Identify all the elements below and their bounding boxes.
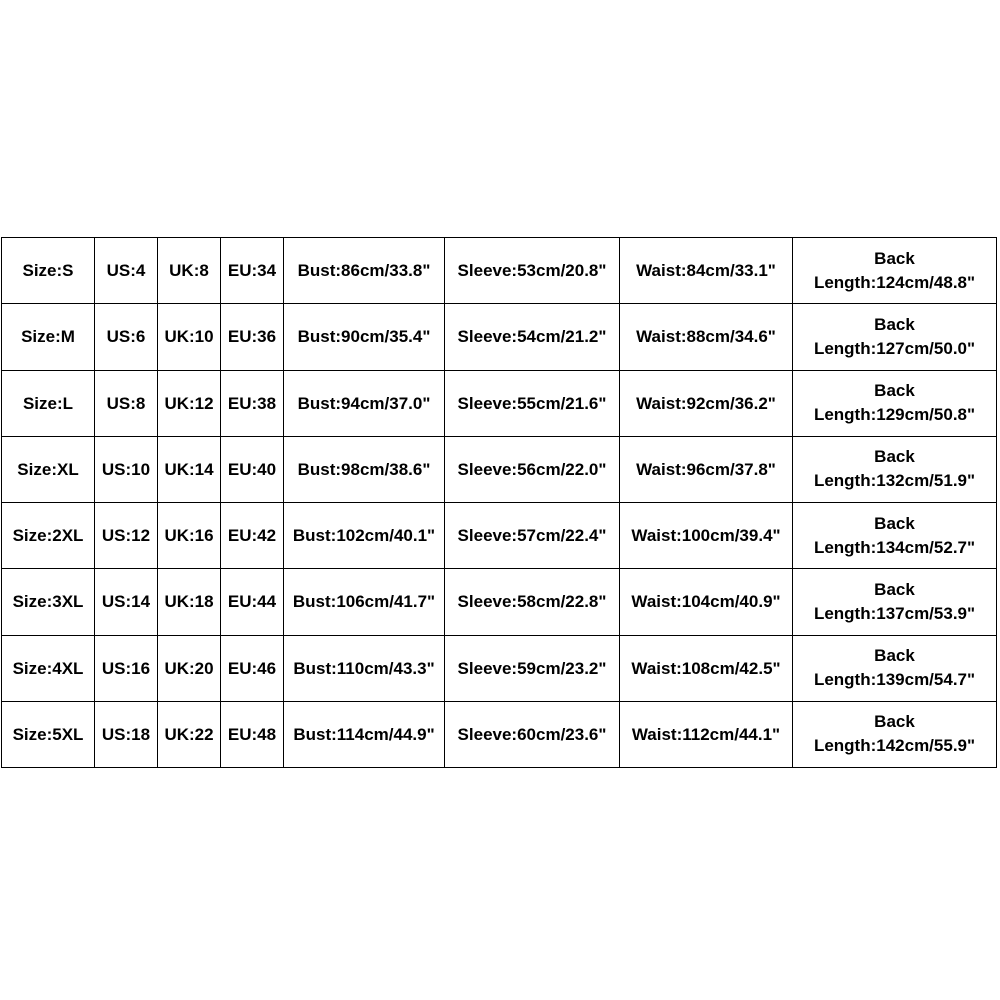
uk-size-cell: UK:20: [158, 635, 221, 701]
us-size-cell: US:4: [95, 238, 158, 304]
eu-size-cell: EU:36: [221, 304, 284, 370]
back-length-cell: [793, 635, 997, 701]
table-row: [2, 635, 997, 701]
eu-size-cell: EU:46: [221, 635, 284, 701]
us-size-cell: US:8: [95, 370, 158, 436]
table-row: [2, 304, 997, 370]
back-length-label: Back: [874, 248, 915, 268]
uk-size-cell: UK:22: [158, 701, 221, 767]
table-row: [2, 569, 997, 635]
waist-cell: Waist:84cm/33.1": [620, 238, 793, 304]
us-size-cell: US:14: [95, 569, 158, 635]
waist-cell: Waist:92cm/36.2": [620, 370, 793, 436]
back-length-value: Length:137cm/53.9": [813, 603, 976, 623]
back-length-value: Length:134cm/52.7": [813, 537, 976, 557]
sleeve-cell: Sleeve:59cm/23.2": [445, 635, 620, 701]
size-cell: Size:4XL: [2, 635, 95, 701]
bust-cell: Bust:86cm/33.8": [284, 238, 445, 304]
size-cell: Size:XL: [2, 436, 95, 502]
waist-cell: Waist:88cm/34.6": [620, 304, 793, 370]
back-length-value: Length:127cm/50.0": [813, 338, 976, 358]
us-size-cell: US:16: [95, 635, 158, 701]
table-row: [2, 503, 997, 569]
waist-cell: Waist:104cm/40.9": [620, 569, 793, 635]
eu-size-cell: EU:40: [221, 436, 284, 502]
waist-cell: Waist:96cm/37.8": [620, 436, 793, 502]
back-length-label: Back: [874, 447, 915, 467]
back-length-value: Length:124cm/48.8": [813, 272, 976, 292]
table-row: [2, 370, 997, 436]
sleeve-cell: Sleeve:56cm/22.0": [445, 436, 620, 502]
size-cell: Size:S: [2, 238, 95, 304]
eu-size-cell: EU:38: [221, 370, 284, 436]
table-row: [2, 238, 997, 304]
uk-size-cell: UK:14: [158, 436, 221, 502]
sleeve-cell: Sleeve:58cm/22.8": [445, 569, 620, 635]
bust-cell: Bust:106cm/41.7": [284, 569, 445, 635]
back-length-value: Length:142cm/55.9": [813, 736, 976, 756]
bust-cell: Bust:114cm/44.9": [284, 701, 445, 767]
waist-cell: Waist:100cm/39.4": [620, 503, 793, 569]
sleeve-cell: Sleeve:54cm/21.2": [445, 304, 620, 370]
back-length-label: Back: [874, 712, 915, 732]
uk-size-cell: UK:16: [158, 503, 221, 569]
back-length-label: Back: [874, 579, 915, 599]
eu-size-cell: EU:34: [221, 238, 284, 304]
size-chart-table: [1, 237, 997, 768]
us-size-cell: US:10: [95, 436, 158, 502]
waist-cell: Waist:108cm/42.5": [620, 635, 793, 701]
back-length-cell: [793, 238, 997, 304]
eu-size-cell: EU:44: [221, 569, 284, 635]
back-length-label: Back: [874, 314, 915, 334]
eu-size-cell: EU:42: [221, 503, 284, 569]
bust-cell: Bust:110cm/43.3": [284, 635, 445, 701]
size-cell: Size:3XL: [2, 569, 95, 635]
table-row: [2, 436, 997, 502]
bust-cell: Bust:98cm/38.6": [284, 436, 445, 502]
table-row: [2, 701, 997, 767]
size-cell: Size:5XL: [2, 701, 95, 767]
back-length-cell: [793, 701, 997, 767]
size-cell: Size:2XL: [2, 503, 95, 569]
us-size-cell: US:18: [95, 701, 158, 767]
sleeve-cell: Sleeve:60cm/23.6": [445, 701, 620, 767]
size-cell: Size:M: [2, 304, 95, 370]
back-length-cell: [793, 503, 997, 569]
back-length-label: Back: [874, 513, 915, 533]
bust-cell: Bust:102cm/40.1": [284, 503, 445, 569]
back-length-label: Back: [874, 646, 915, 666]
sleeve-cell: Sleeve:53cm/20.8": [445, 238, 620, 304]
back-length-value: Length:129cm/50.8": [813, 405, 976, 425]
bust-cell: Bust:94cm/37.0": [284, 370, 445, 436]
size-cell: Size:L: [2, 370, 95, 436]
size-chart-body: [2, 238, 997, 768]
back-length-value: Length:132cm/51.9": [813, 471, 976, 491]
bust-cell: Bust:90cm/35.4": [284, 304, 445, 370]
uk-size-cell: UK:12: [158, 370, 221, 436]
back-length-cell: [793, 436, 997, 502]
back-length-label: Back: [874, 381, 915, 401]
sleeve-cell: Sleeve:55cm/21.6": [445, 370, 620, 436]
uk-size-cell: UK:10: [158, 304, 221, 370]
back-length-cell: [793, 304, 997, 370]
us-size-cell: US:12: [95, 503, 158, 569]
sleeve-cell: Sleeve:57cm/22.4": [445, 503, 620, 569]
back-length-value: Length:139cm/54.7": [813, 670, 976, 690]
uk-size-cell: UK:18: [158, 569, 221, 635]
waist-cell: Waist:112cm/44.1": [620, 701, 793, 767]
us-size-cell: US:6: [95, 304, 158, 370]
eu-size-cell: EU:48: [221, 701, 284, 767]
uk-size-cell: UK:8: [158, 238, 221, 304]
back-length-cell: [793, 370, 997, 436]
back-length-cell: [793, 569, 997, 635]
